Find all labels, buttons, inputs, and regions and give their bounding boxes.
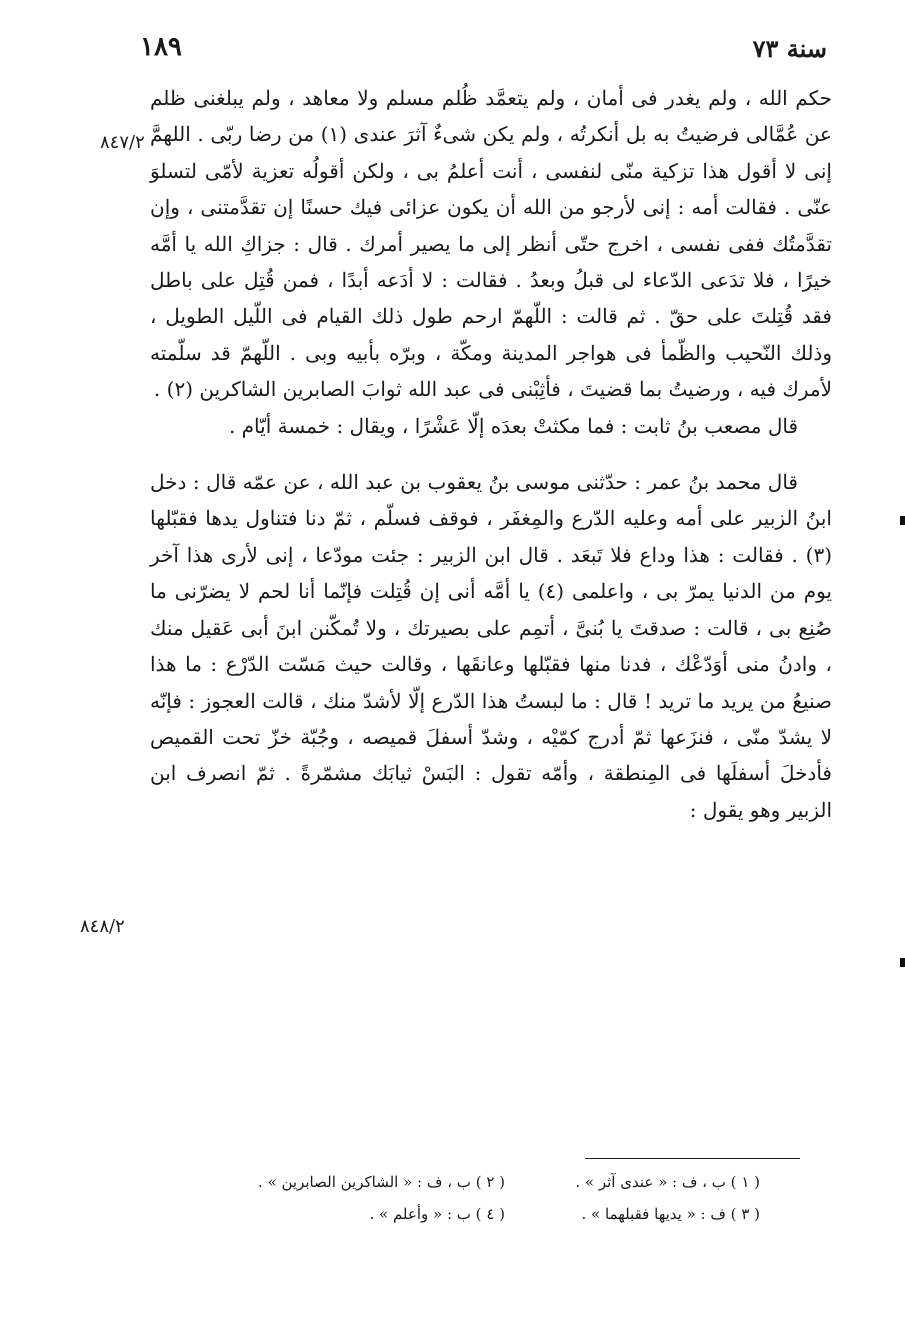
footnote-4: ( ٤ ) ب : « وأعلم » . [369, 1205, 505, 1223]
edge-mark [900, 516, 905, 525]
footnotes [160, 1166, 760, 1230]
page-header [140, 28, 827, 68]
page-number: ١٨٩ [140, 32, 182, 62]
footnote-2: ( ٢ ) ب ، ف : « الشاكرين الصابرين » . [258, 1173, 505, 1191]
footnote-separator [585, 1158, 800, 1159]
footnote-3: ( ٣ ) ف : « يديها فقبلهما » . [581, 1205, 760, 1223]
margin-reference: ٨٤٨/٢ [80, 916, 125, 937]
paragraph-prayer: حكم الله ، ولم يغدر فى أمان ، ولم يتعمَّد ظُلم مسلم ولا معاهد ، ولم يبلغنى ظلم عن عُمَّالى فرضيتُ به بل أنكرتُه ، ولم يكن شىءٌ آثرَ عندى (١) من رضا ربّى . اللهمَّ إنى لا أقول هذا تزكية منّى لنفسى ، أنت أعلمُ بى ، ولكن أقولُه تعزية لأمّى لتسلوَ عنّى . فقالت أمه : إنى لأرجو من الله أن يكون عزائى فيك حسنًا إن تقدَّمتنى ، وإن تقدَّمتُك ففى نفسى ، اخرج حتّى أنظر إلى ما يصير أمرك . قال : جزاكِ الله يا أمَّه خيرًا ، فلا تدَعى الدّعاء لى قبلُ وبعدُ . فقالت : لا أدَعه أبدًا ، فمن قُتِل على باطل فقد قُتِلتَ على حقّ . ثم قالت : اللّهمّ ارحم طول ذلك القيام فى اللّيل الطويل ، وذلك النّحيب والظّمأ فى هواجر المدينة ومكّة ، وبرّه بأبيه وبى . اللّهمّ قد سلّمته لأمرك فيه ، ورضيتُ بما قضيتَ ، فأثِبْنى فى عبد الله ثوابَ الصابرين الشاكرين (٢) . [150, 86, 832, 402]
edge-mark [900, 958, 905, 967]
paragraph-farewell: قال محمد بنُ عمر : حدّثنى موسى بنُ يعقوب بن عبد الله ، عن عمّه قال : دخل ابنُ الزبير على أمه وعليه الدّرع والمِغفَر ، فوقف فسلّم ، ثمّ دنا فتناول يدها فقبّلها (٣) . فقالت : هذا وداع فلا تَبعَد . قال ابن الزبير : جئت مودّعا ، إنى لأرى هذا آخر يوم من الدنيا يمرّ بى ، واعلمى (٤) يا أمَّه أنى إن قُتِلت فإنّما أنا لحم لا يضرّنى ما صُنِع بى ، قالت : صدقتَ يا بُنىَّ ، أتمِم على بصيرتك ، ولا تُمكّنن ابنَ أبى عَقيل منك ، وادنُ منى أوَدّعْك ، فدنا منها فقبّلها وعانقَها ، وقالت حيث مَسّت الدّرْع : ما هذا صنيعُ من يريد ما تريد ! قال : ما لبستُ هذا الدّرع إلّا لأشدّ منك ، قالت العجوز : فإنّه لا يشدّ منّى ، فنزَعها ثمّ أدرج كمّيْه ، وشدّ أسفلَ قميصه ، وجُبّة خزّ تحت القميص فأدخلَ أسفلَها فى المِنطقة ، وأمّه تقول : البَسْ ثيابَك مشمّرةً . ثمّ انصرف ابن الزبير وهو يقول : [150, 470, 832, 822]
running-head-year: سنة ٧٣ [752, 34, 827, 63]
footnote-row [160, 1198, 760, 1230]
footnote-1: ( ١ ) ب ، ف : « عندى آثر » . [575, 1173, 760, 1191]
main-text [150, 80, 832, 828]
paragraph-musab: قال مصعب بنُ ثابت : فما مكثتْ بعدَه إلّا عَشْرًا ، ويقال : خمسة أيّام . [228, 413, 798, 438]
footnote-row [160, 1166, 760, 1198]
margin-reference: ٨٤٧/٢ [100, 132, 145, 153]
